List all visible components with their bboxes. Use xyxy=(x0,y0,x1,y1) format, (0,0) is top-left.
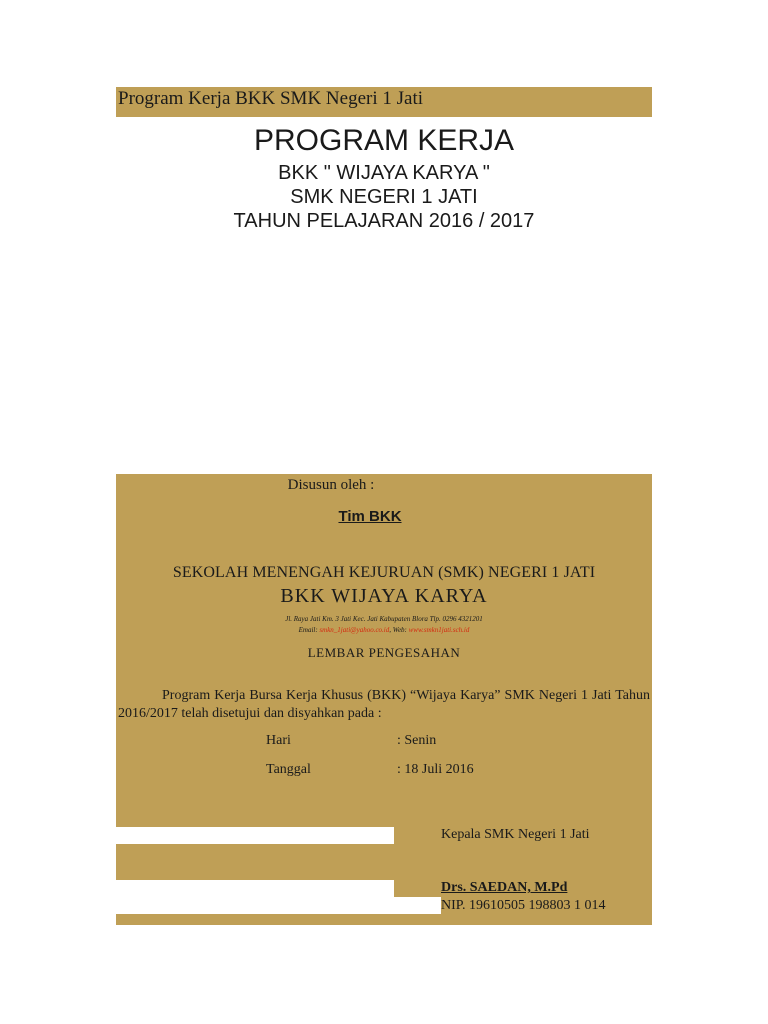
signatory-name: Drs. SAEDAN, M.Pd xyxy=(441,880,568,895)
author-name: Tim BKK xyxy=(338,508,402,525)
cover-subtitle-year: TAHUN PELAJARAN 2016 / 2017 xyxy=(233,210,535,232)
cover-subtitle-bkk: BKK " WIJAYA KARYA " xyxy=(278,162,490,184)
cover-subtitle-school: SMK NEGERI 1 JATI xyxy=(290,186,478,208)
date-label: Tanggal xyxy=(266,762,311,777)
signatory-nip: NIP. 19610505 198803 1 014 xyxy=(441,898,606,913)
school-contact xyxy=(116,626,652,634)
author-label: Disusun oleh : xyxy=(287,477,375,493)
school-address: Jl. Raya Jati Km. 3 Jati Kec. Jati Kabupaten Blora Tlp. 0296 4321201 xyxy=(285,615,483,623)
blank-box-2 xyxy=(116,880,394,897)
day-value: : Senin xyxy=(397,733,437,748)
web-link[interactable]: www.smkn1jati.sch.id xyxy=(408,626,470,634)
email-link[interactable]: smkn_1jati@yahoo.co.id xyxy=(319,626,390,634)
approval-heading: LEMBAR PENGESAHAN xyxy=(307,645,461,660)
email-label: Email: xyxy=(298,626,318,634)
school-name: SEKOLAH MENENGAH KEJURUAN (SMK) NEGERI 1 JATI xyxy=(172,564,596,581)
web-label: , Web: xyxy=(389,626,407,634)
bkk-name: BKK WIJAYA KARYA xyxy=(280,585,488,607)
header-title: Program Kerja BKK SMK Negeri 1 Jati xyxy=(118,88,424,109)
day-label: Hari xyxy=(266,733,291,748)
signatory-position: Kepala SMK Negeri 1 Jati xyxy=(441,827,590,842)
date-value: : 18 Juli 2016 xyxy=(397,762,474,777)
blank-box-3 xyxy=(116,897,441,914)
blank-box-1 xyxy=(116,827,394,844)
cover-title: PROGRAM KERJA xyxy=(253,124,515,157)
approval-paragraph: Program Kerja Bursa Kerja Khusus (BKK) “Wijaya Karya” SMK Negeri 1 Jati Tahun 2016/2017 telah disetujui dan disyahkan pada : xyxy=(118,688,650,721)
